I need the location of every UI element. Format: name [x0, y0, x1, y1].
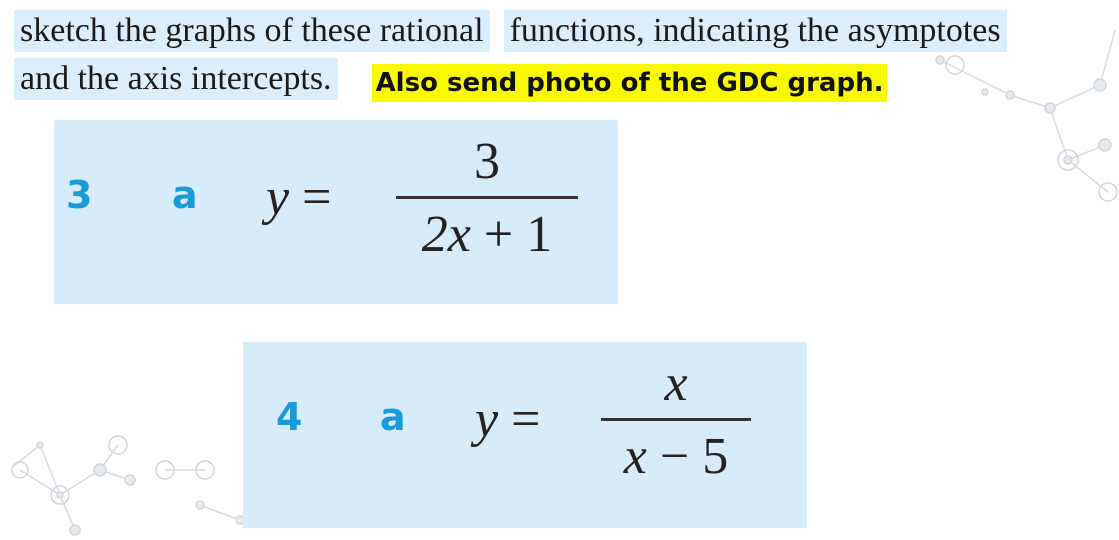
equation-lhs: y =: [475, 391, 541, 448]
problem-part: a: [380, 395, 406, 439]
numerator: x: [664, 355, 688, 412]
numerator: 3: [474, 133, 500, 190]
denominator: 2x + 1: [421, 206, 553, 263]
problem-number: 3: [66, 173, 93, 217]
equation-lhs: y =: [266, 169, 332, 226]
instruction-line-2: [14, 56, 887, 102]
highlighted-note: Also send photo of the GDC graph.: [372, 64, 888, 102]
instruction-text: sketch the graphs of these rational: [14, 10, 490, 52]
instruction-line-1: [14, 8, 1007, 54]
instruction-text: functions, indicating the asymptotes: [504, 10, 1007, 52]
fraction: [601, 355, 751, 485]
problem-part: a: [172, 173, 198, 217]
fraction-bar: [601, 418, 751, 421]
fraction: [396, 133, 578, 263]
problem-3a-box: [54, 120, 618, 304]
problem-number: 4: [276, 395, 303, 439]
fraction-bar: [396, 196, 578, 199]
instruction-text: and the axis intercepts.: [14, 58, 338, 100]
problem-4a-box: [243, 342, 807, 528]
denominator: x − 5: [623, 428, 729, 485]
